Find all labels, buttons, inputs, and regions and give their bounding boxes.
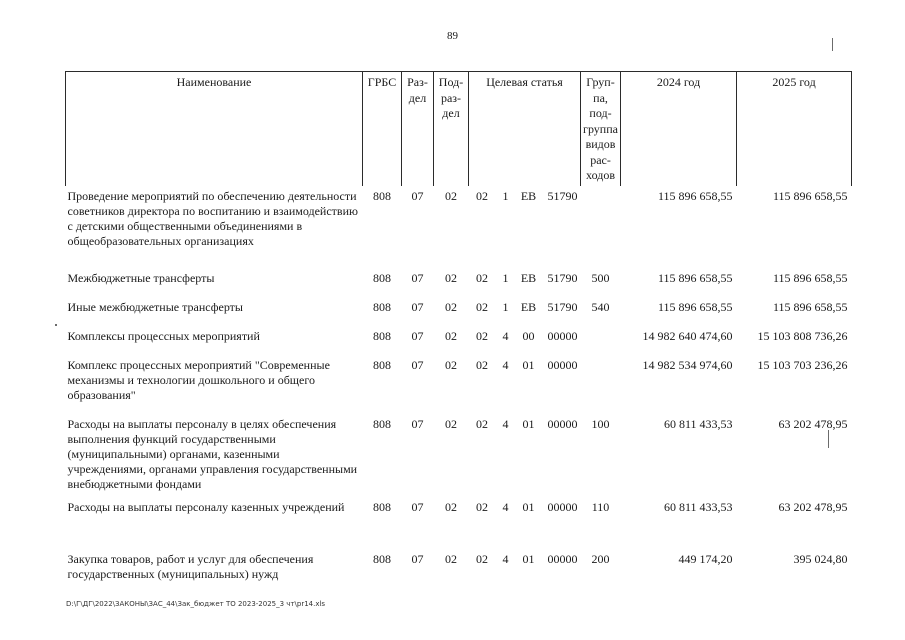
table-row xyxy=(66,268,852,297)
cell-cs-direction: 00000 xyxy=(547,328,578,343)
cell-grbs: 808 xyxy=(373,299,391,314)
cell-cs-program: 02 xyxy=(476,357,488,372)
cell-2025: 115 896 658,55 xyxy=(772,299,848,314)
cell-vr: 100 xyxy=(591,416,610,431)
table-row xyxy=(66,186,852,268)
cell-razdel: 07 xyxy=(411,270,424,285)
cell-2024: 60 811 433,53 xyxy=(663,416,733,431)
cell-podrazdel: 02 xyxy=(445,551,457,566)
cell-name: Закупка товаров, работ и услуг для обеспечения государственных (муниципальных) нужд xyxy=(67,551,314,581)
cell-cs-measure: 00 xyxy=(522,328,535,343)
cell-name: Иные межбюджетные трансферты xyxy=(67,299,243,314)
cell-cs-type: 4 xyxy=(502,499,509,514)
cell-cs-direction: 00000 xyxy=(547,499,578,514)
table-row xyxy=(66,549,852,585)
cell-razdel: 07 xyxy=(411,499,424,514)
cell-cs-program: 02 xyxy=(476,328,488,343)
table-row xyxy=(66,497,852,549)
cell-podrazdel: 02 xyxy=(445,357,457,372)
cell-grbs: 808 xyxy=(373,357,391,372)
cell-name: Межбюджетные трансферты xyxy=(67,270,215,285)
cell-2024: 115 896 658,55 xyxy=(657,270,733,285)
cell-vr: 540 xyxy=(591,299,610,314)
cell-razdel: 07 xyxy=(411,416,424,431)
col-header-name: Наименование xyxy=(66,72,363,186)
cell-cs-type: 1 xyxy=(502,188,509,203)
cell-grbs: 808 xyxy=(373,328,391,343)
cell-podrazdel: 02 xyxy=(445,328,457,343)
cell-grbs: 808 xyxy=(373,416,391,431)
cell-cs-measure: ЕВ xyxy=(520,188,537,203)
cell-2025: 115 896 658,55 xyxy=(772,270,848,285)
cell-podrazdel: 02 xyxy=(445,270,457,285)
cell-2025: 15 103 703 236,26 xyxy=(757,357,848,372)
cell-cs-measure: ЕВ xyxy=(520,270,537,285)
cell-razdel: 07 xyxy=(411,299,424,314)
cell-grbs: 808 xyxy=(373,551,391,566)
cell-2024: 60 811 433,53 xyxy=(663,499,733,514)
cell-cs-direction: 00000 xyxy=(547,551,578,566)
table-row xyxy=(66,297,852,326)
cell-razdel: 07 xyxy=(411,357,424,372)
cell-vr: 500 xyxy=(591,270,610,285)
header-row xyxy=(66,72,852,186)
cell-cs-direction: 51790 xyxy=(547,299,578,314)
cell-vr xyxy=(581,355,621,414)
cell-name: Расходы на выплаты персоналу в целях обеспечения выполнения функций государственными (муниципальными) органами, казенными учреждениями, органами управления государственными внебюджетными фондами xyxy=(67,416,358,491)
cell-cs-program: 02 xyxy=(476,499,488,514)
cell-2025: 63 202 478,95 xyxy=(778,499,848,514)
table-row xyxy=(66,326,852,355)
cell-2024: 115 896 658,55 xyxy=(657,188,733,203)
cell-cs-direction: 51790 xyxy=(547,188,578,203)
cell-cs-program: 02 xyxy=(476,270,488,285)
cell-podrazdel: 02 xyxy=(445,188,457,203)
col-header-2024: 2024 год xyxy=(621,72,737,186)
cell-vr xyxy=(581,186,621,268)
page-number: 89 xyxy=(447,30,458,42)
cell-grbs: 808 xyxy=(373,188,391,203)
budget-table xyxy=(65,71,852,585)
col-header-2025: 2025 год xyxy=(737,72,852,186)
table-row xyxy=(66,414,852,497)
scan-mark xyxy=(55,324,57,326)
cell-cs-measure: 01 xyxy=(522,551,535,566)
col-header-gruppa: Груп-па, под-группа видов рас-ходов xyxy=(581,72,621,186)
cell-cs-measure: 01 xyxy=(522,499,535,514)
cell-2024: 449 174,20 xyxy=(678,551,733,566)
scan-mark xyxy=(828,430,829,448)
cell-cs-type: 4 xyxy=(502,416,509,431)
cell-cs-measure: 01 xyxy=(522,357,535,372)
cell-podrazdel: 02 xyxy=(445,416,457,431)
col-header-celevaya-statya: Целевая статья xyxy=(469,72,581,186)
cell-podrazdel: 02 xyxy=(445,499,457,514)
cell-cs-type: 1 xyxy=(502,270,509,285)
cell-cs-direction: 00000 xyxy=(547,416,578,431)
cell-grbs: 808 xyxy=(373,499,391,514)
col-header-razdel: Раз-дел xyxy=(402,72,434,186)
col-header-grbs: ГРБС xyxy=(363,72,402,186)
cell-razdel: 07 xyxy=(411,328,424,343)
cell-2025: 395 024,80 xyxy=(793,551,848,566)
cell-2024: 14 982 640 474,60 xyxy=(642,328,733,343)
cell-name: Комплексы процессных мероприятий xyxy=(67,328,260,343)
cell-cs-type: 4 xyxy=(502,328,509,343)
footer-file-path: D:\Г\ДГ\2022\ЗАКОНЫ\ЗАС_44\Зак_бюджет ТО 2023-2025_3 чт\pr14.xls xyxy=(66,600,326,608)
col-header-podrazdel: Под-раз-дел xyxy=(434,72,469,186)
cell-cs-direction: 51790 xyxy=(547,270,578,285)
cell-2025: 115 896 658,55 xyxy=(772,188,848,203)
cell-vr: 110 xyxy=(591,499,610,514)
cell-cs-type: 4 xyxy=(502,357,509,372)
cell-cs-type: 1 xyxy=(502,299,509,314)
cell-cs-direction: 00000 xyxy=(547,357,578,372)
cell-name: Комплекс процессных мероприятий "Современные механизмы и технологии дошкольного и общего образования" xyxy=(67,357,330,402)
cell-2024: 14 982 534 974,60 xyxy=(642,357,733,372)
table-body xyxy=(66,186,852,585)
cell-cs-program: 02 xyxy=(476,299,488,314)
cell-grbs: 808 xyxy=(373,270,391,285)
cell-vr xyxy=(581,326,621,355)
cell-cs-measure: ЕВ xyxy=(520,299,537,314)
cell-cs-program: 02 xyxy=(476,551,488,566)
cell-cs-program: 02 xyxy=(476,416,488,431)
cell-cs-measure: 01 xyxy=(522,416,535,431)
cell-cs-type: 4 xyxy=(502,551,509,566)
cell-2025: 15 103 808 736,26 xyxy=(757,328,848,343)
table-row xyxy=(66,355,852,414)
cell-cs-program: 02 xyxy=(476,188,488,203)
cell-2024: 115 896 658,55 xyxy=(657,299,733,314)
cell-name: Расходы на выплаты персоналу казенных учреждений xyxy=(67,499,345,514)
cell-razdel: 07 xyxy=(411,188,424,203)
cell-podrazdel: 02 xyxy=(445,299,457,314)
cell-name: Проведение мероприятий по обеспечению деятельности советников директора по воспитанию и взаимодействию с детскими общественными объединениями в общеобразовательных организациях xyxy=(67,188,358,248)
cell-razdel: 07 xyxy=(411,551,424,566)
scan-mark xyxy=(832,38,833,51)
cell-2025: 63 202 478,95 xyxy=(778,416,848,431)
cell-vr: 200 xyxy=(591,551,610,566)
